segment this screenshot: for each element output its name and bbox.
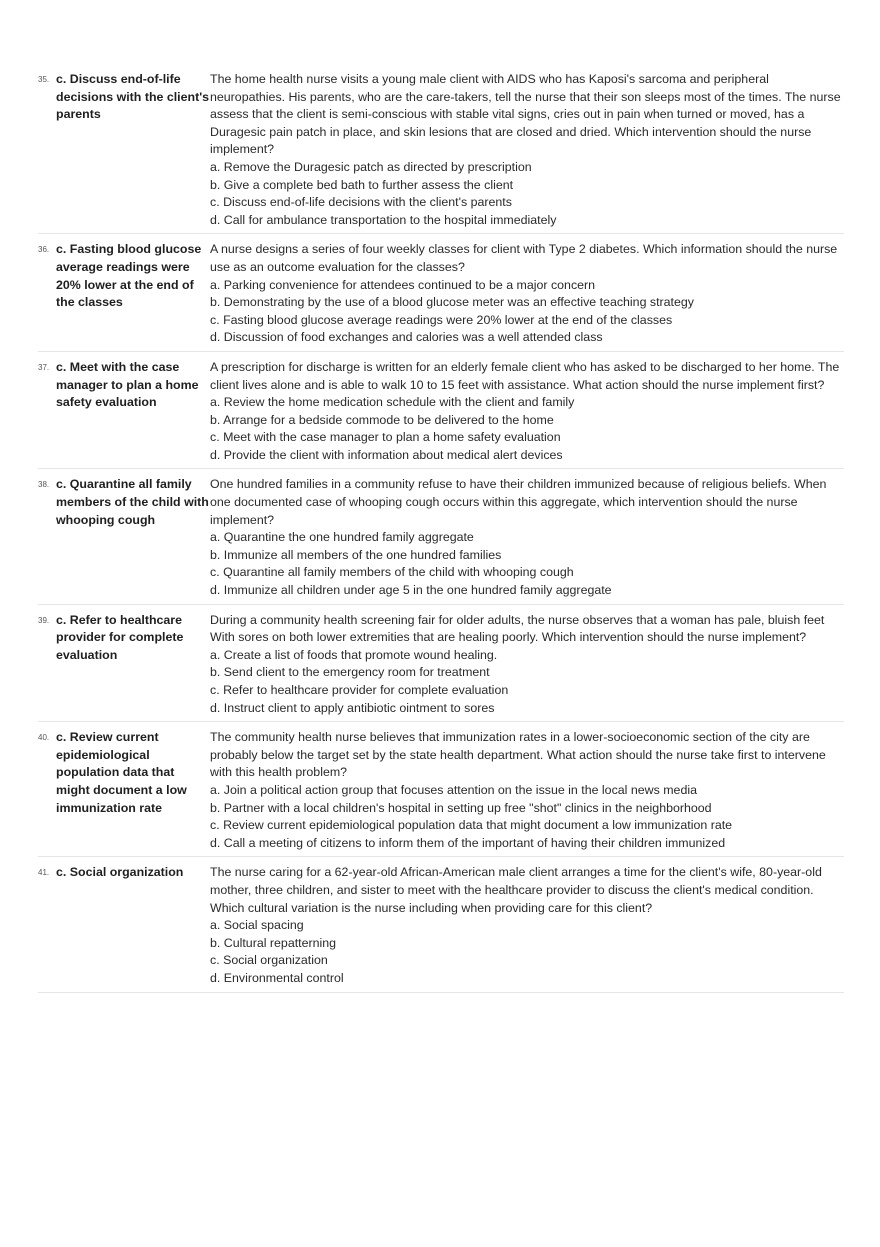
option-c: c. Meet with the case manager to plan a home safety evaluation [210, 430, 561, 445]
question-row [38, 861, 844, 992]
answer-text: c. Social organization [56, 865, 184, 880]
option-b: b. Cultural repatterning [210, 935, 337, 950]
option-b: b. Arrange for a bedside commode to be delivered to the home [210, 412, 554, 427]
question-number: 35. [38, 75, 50, 84]
option-a: a. Social spacing [210, 918, 304, 933]
question-number: 40. [38, 733, 50, 743]
question-text: One hundred families in a community refuse to have their children immunized because of religious beliefs. When one documented case of whooping cough occurs within this aggregate, which intervention should the nurse implement? [210, 477, 827, 527]
answer-column [38, 612, 210, 718]
option-c: c. Social organization [210, 953, 328, 968]
question-column [210, 71, 844, 229]
question-column [210, 241, 844, 347]
option-d: d. Instruct client to apply antibiotic ointment to sores [210, 700, 495, 715]
question-text: A nurse designs a series of four weekly classes for client with Type 2 diabetes. Which information should the nurse use as an outcome evaluation for the classes? [210, 242, 838, 274]
option-c: c. Refer to healthcare provider for complete evaluation [210, 683, 509, 697]
option-a: a. Create a list of foods that promote wound healing. [210, 647, 498, 662]
question-text: During a community health screening fair for older adults, the nurse observes that a woman has pale, bluish feet With sores on both lower extremities that are healing poorly. Which intervention should the nurse implement? [210, 612, 825, 645]
answer-column [38, 864, 210, 987]
option-b: b. Send client to the emergency room for treatment [210, 665, 490, 680]
question-text: The nurse caring for a 62-year-old African-American male client arranges a time for the client's wife, 80-year-old mother, three children, and sister to meet with the healthcare provider to discuss the client's medical condition. Which cultural variation is the nurse including when providing care for this client? [210, 865, 822, 915]
answer-text: c. Review current epidemiological population data that might document a low immunization rate [56, 730, 187, 815]
question-number: 39. [38, 615, 50, 625]
answer-column [38, 241, 210, 347]
question-list [38, 68, 844, 997]
answer-text: c. Fasting blood glucose average readings were 20% lower at the end of the classes [56, 242, 202, 310]
option-d: d. Immunize all children under age 5 in the one hundred family aggregate [210, 583, 612, 598]
option-b: b. Partner with a local children's hospital in setting up free "shot" clinics in the neighborhood [210, 800, 712, 815]
answer-text: c. Refer to healthcare provider for complete evaluation [56, 612, 184, 662]
option-c: c. Quarantine all family members of the child with whooping cough [210, 565, 574, 580]
question-row [38, 473, 844, 604]
option-d: d. Environmental control [210, 970, 344, 985]
option-d: d. Provide the client with information about medical alert devices [210, 447, 563, 462]
option-b: b. Give a complete bed bath to further assess the client [210, 177, 514, 192]
question-row [38, 356, 844, 470]
question-row [38, 68, 844, 234]
answer-column [38, 729, 210, 852]
answer-text: c. Meet with the case manager to plan a home safety evaluation [56, 359, 199, 410]
question-column [210, 864, 844, 987]
question-column [210, 476, 844, 599]
question-number: 41. [38, 868, 50, 878]
question-row [38, 238, 844, 352]
answer-column [38, 359, 210, 465]
question-column [210, 729, 844, 852]
option-a: a. Join a political action group that focuses attention on the issue in the local news media [210, 782, 697, 797]
question-row [38, 609, 844, 723]
question-number: 38. [38, 480, 50, 490]
question-number: 36. [38, 245, 50, 255]
question-row [38, 726, 844, 857]
answer-column [38, 476, 210, 599]
option-a: a. Review the home medication schedule with the client and family [210, 395, 575, 410]
option-a: a. Quarantine the one hundred family aggregate [210, 530, 474, 545]
option-a: a. Remove the Duragesic patch as directed by prescription [210, 159, 532, 174]
option-a: a. Parking convenience for attendees continued to be a major concern [210, 277, 596, 292]
question-column [210, 612, 844, 718]
answer-text: c. Quarantine all family members of the child with whooping cough [56, 477, 209, 527]
option-c: c. Review current epidemiological population data that might document a low immunization rate [210, 818, 733, 833]
question-text: The home health nurse visits a young male client with AIDS who has Kaposi's sarcoma and peripheral neuropathies. His parents, who are the care-takers, tell the nurse that their son sleeps most of the times. The nurse assess that the client is semi-conscious with stable vital signs, cries out in pain when turned or moved, has a Duragesic pain patch in place, and skin lesions that are closed and dried. Which intervention should the nurse implement? [210, 72, 841, 157]
option-b: b. Demonstrating by the use of a blood glucose meter was an effective teaching strategy [210, 295, 694, 310]
answer-column [38, 71, 210, 229]
option-d: d. Discussion of food exchanges and calories was a well attended class [210, 330, 603, 345]
option-d: d. Call a meeting of citizens to inform them of the important of having their children immunized [210, 835, 726, 850]
answer-text: c. Discuss end-of-life decisions with the client's parents [56, 72, 210, 122]
question-text: The community health nurse believes that immunization rates in a lower-socioeconomic section of the city are probably below the target set by the state health department. What action should the nurse take first to intervene with this health problem? [210, 730, 826, 780]
question-number: 37. [38, 362, 50, 372]
option-b: b. Immunize all members of the one hundred families [210, 547, 502, 562]
question-column [210, 359, 844, 465]
option-d: d. Call for ambulance transportation to the hospital immediately [210, 212, 557, 227]
option-c: c. Fasting blood glucose average readings were 20% lower at the end of the classes [210, 312, 673, 327]
option-c: c. Discuss end-of-life decisions with the client's parents [210, 195, 512, 210]
question-text: A prescription for discharge is written for an elderly female client who has asked to be discharged to her home. The client lives alone and is able to walk 10 to 15 feet with assistance. What action should the nurse implement first? [210, 359, 840, 392]
